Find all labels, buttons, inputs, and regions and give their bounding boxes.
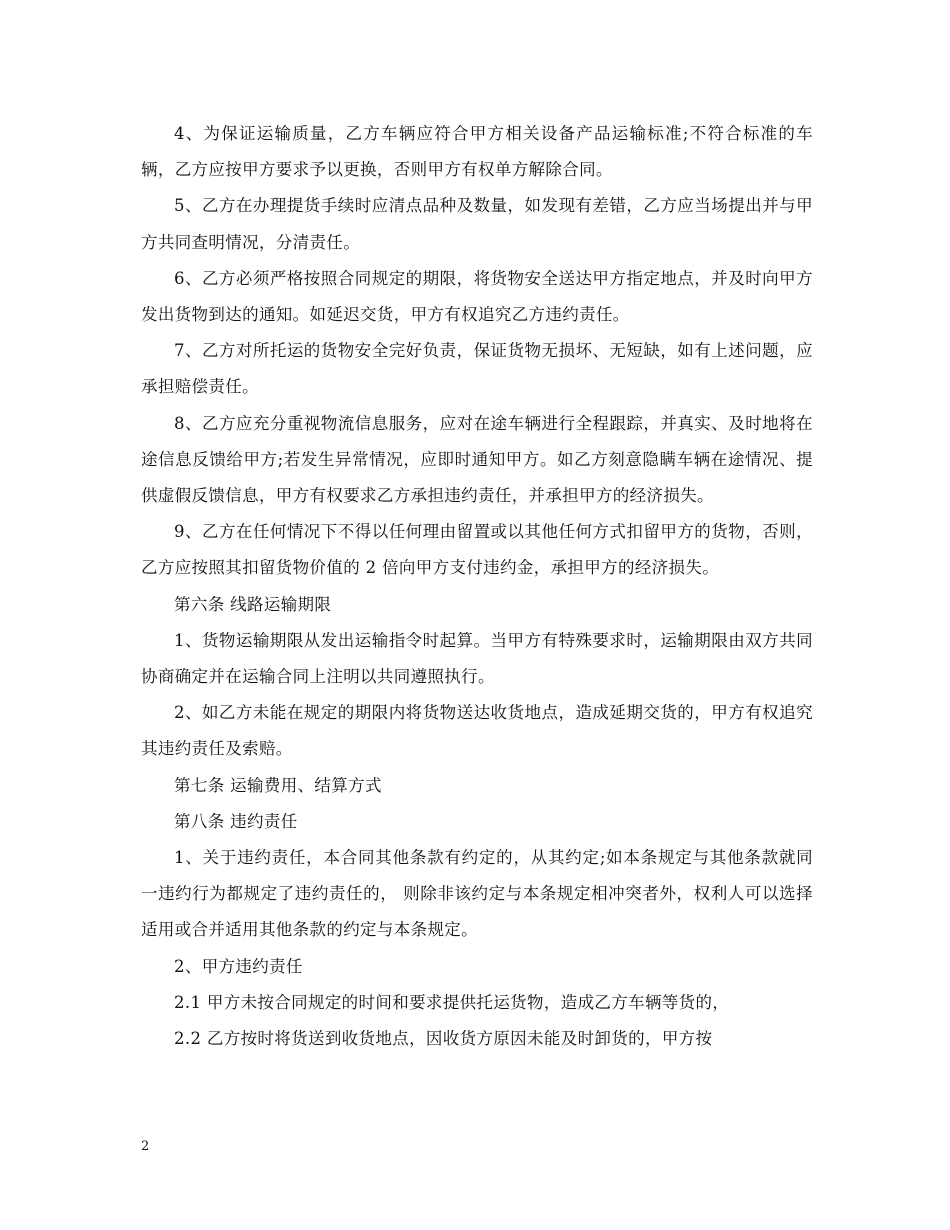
clause-4-paragraph: 4、为保证运输质量，乙方车辆应符合甲方相关设备产品运输标准;不符合标准的车辆，乙方应按甲方要求予以更换，否则甲方有权单方解除合同。 <box>141 124 813 180</box>
article-8-item-2-1: 2.1 甲方未按合同规定的时间和要求提供托运货物，造成乙方车辆等货的， <box>174 992 730 1012</box>
article-8-item-2: 2、甲方违约责任 <box>174 956 303 976</box>
document-body <box>141 116 813 1057</box>
clause-5-paragraph: 5、乙方在办理提货手续时应清点品种及数量，如发现有差错，乙方应当场提出并与甲方共同查明情况，分清责任。 <box>141 196 813 252</box>
article-8-item-2-2: 2.2 乙方按时将货送到收货地点，因收货方原因未能及时卸货的，甲方按 <box>174 1029 713 1049</box>
article-8-item-1: 1、关于违约责任，本合同其他条款有约定的，从其约定;如本条规定与其他条款就同一违约行为都规定了违约责任的， 则除非该约定与本条规定相冲突者外，权利人可以选择适用或合并适用其他条款的约定与本条规定。 <box>141 848 813 940</box>
clause-6-paragraph: 6、乙方必须严格按照合同规定的期限，将货物安全送达甲方指定地点，并及时向甲方发出货物到达的通知。如延迟交货，甲方有权追究乙方违约责任。 <box>141 268 813 325</box>
article-6-heading: 第六条 线路运输期限 <box>174 594 332 614</box>
clause-7-paragraph: 7、乙方对所托运的货物安全完好负责，保证货物无损坏、无短缺，如有上述问题，应承担赔偿责任。 <box>141 341 813 397</box>
article-6-item-2: 2、如乙方未能在规定的期限内将货物送达收货地点，造成延期交货的，甲方有权追究其违约责任及索赔。 <box>141 703 813 759</box>
page-number: 2 <box>141 1139 150 1154</box>
article-6-item-1: 1、货物运输期限从发出运输指令时起算。当甲方有特殊要求时，运输期限由双方共同协商确定并在运输合同上注明以共同遵照执行。 <box>141 630 813 687</box>
clause-9-paragraph: 9、乙方在任何情况下不得以任何理由留置或以其他任何方式扣留甲方的货物，否则，乙方应按照其扣留货物价值的 2 倍向甲方支付违约金，承担甲方的经济损失。 <box>141 522 813 578</box>
article-8-heading: 第八条 违约责任 <box>174 811 298 831</box>
article-7-heading: 第七条 运输费用、结算方式 <box>174 775 382 795</box>
clause-8-paragraph: 8、乙方应充分重视物流信息服务，应对在途车辆进行全程跟踪，并真实、及时地将在途信息反馈给甲方;若发生异常情况，应即时通知甲方。如乙方刻意隐瞒车辆在途情况、提供虚假反馈信息，甲方有权要求乙方承担违约责任，并承担甲方的经济损失。 <box>141 413 813 506</box>
